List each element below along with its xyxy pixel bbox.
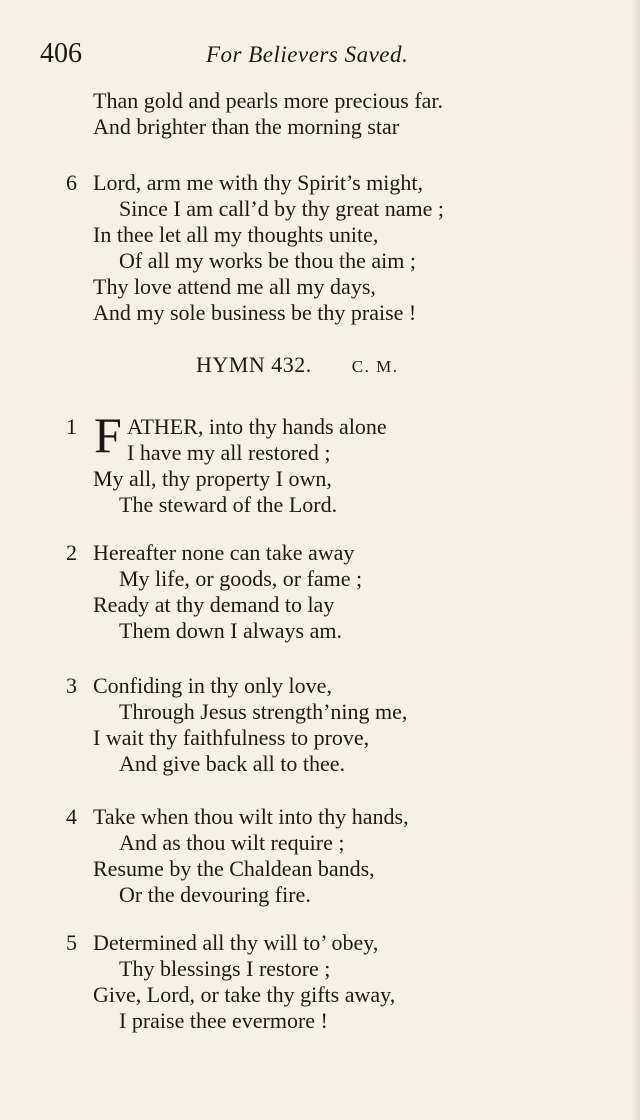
verse-line: Resume by the Chaldean bands, xyxy=(93,856,375,881)
verse-line: Confiding in thy only love, xyxy=(93,673,332,698)
verse-line: My life, or goods, or fame ; xyxy=(119,566,363,591)
verse-line: Lord, arm me with thy Spirit’s might, xyxy=(93,170,423,195)
hymn-title: HYMN 432. xyxy=(196,352,312,377)
verse-line: Take when thou wilt into thy hands, xyxy=(93,804,409,829)
verse-number: 2 xyxy=(66,540,77,565)
verse-line: Through Jesus strength’ning me, xyxy=(119,699,408,724)
page-edge-shadow xyxy=(632,0,640,1120)
verse-line: Give, Lord, or take thy gifts away, xyxy=(93,982,396,1007)
verse-line: And as thou wilt require ; xyxy=(119,830,345,855)
verse-line: The steward of the Lord. xyxy=(119,492,338,517)
verse-line: Determined all thy will to’ obey, xyxy=(93,930,379,955)
hymn-heading xyxy=(196,352,398,380)
verse-number: 4 xyxy=(66,804,77,829)
verse-line: And my sole business be thy praise ! xyxy=(93,300,417,325)
verse-number: 1 xyxy=(66,414,77,439)
verse-line: Thy blessings I restore ; xyxy=(119,956,331,981)
drop-cap: F xyxy=(94,407,122,463)
verse-number: 3 xyxy=(66,673,77,698)
verse-line: Hereafter none can take away xyxy=(93,540,355,565)
verse-line: Since I am call’d by thy great name ; xyxy=(119,196,444,221)
verse-line: Thy love attend me all my days, xyxy=(93,274,376,299)
verse-line: Or the devouring fire. xyxy=(119,882,311,907)
verse-line: And give back all to thee. xyxy=(119,751,346,776)
verse-number: 5 xyxy=(66,930,77,955)
running-head: For Believers Saved. xyxy=(206,42,409,67)
page-number: 406 xyxy=(40,38,82,69)
verse-line: Than gold and pearls more precious far. xyxy=(93,88,444,113)
verse-line: Of all my works be thou the aim ; xyxy=(119,248,416,273)
verse-line: In thee let all my thoughts unite, xyxy=(93,222,379,247)
page-header xyxy=(40,38,600,78)
verse-line: I have my all restored ; xyxy=(127,440,331,465)
verse-line: I wait thy faithfulness to prove, xyxy=(93,725,370,750)
verse-line: Them down I always am. xyxy=(119,618,342,643)
verse-line: I praise thee evermore ! xyxy=(119,1008,328,1033)
verse-number: 6 xyxy=(66,170,77,195)
verse-line: My all, thy property I own, xyxy=(93,466,332,491)
verse-line: Ready at thy demand to lay xyxy=(93,592,335,617)
hymn-meter: C. M. xyxy=(351,357,399,376)
verse-line: And brighter than the morning star xyxy=(93,114,400,139)
verse-line: ATHER, into thy hands alone xyxy=(127,414,387,439)
